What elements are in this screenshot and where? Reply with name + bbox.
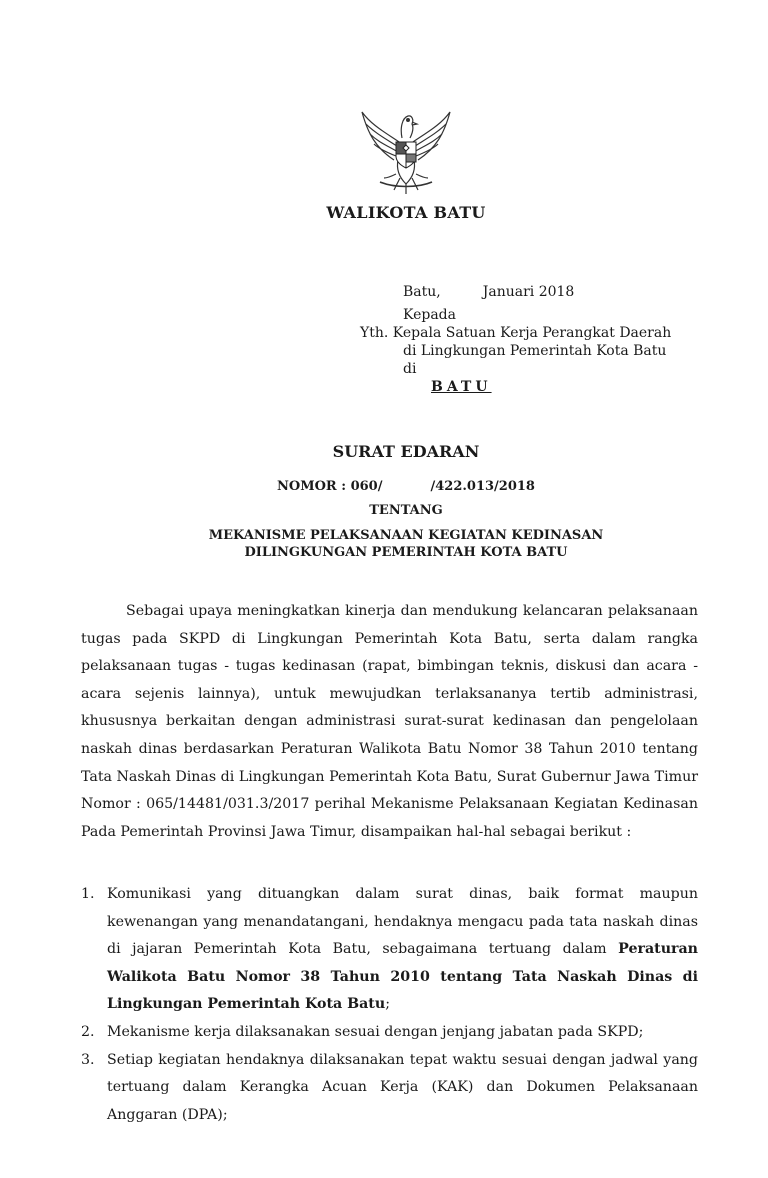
points-list	[81, 881, 698, 1129]
recipient-city: BATU	[431, 379, 492, 395]
recipient-yth: Yth. Kepala Satuan Kerja Perangkat Daerah	[360, 325, 672, 341]
letter-type: SURAT EDARAN	[332, 442, 480, 461]
list-item-text: Setiap kegiatan hendaknya dilaksanakan tepat waktu sesuai dengan jadwal yang tertuang dalam Kerangka Acuan Kerja (KAK) dan Dokumen Pelaksanaan Anggaran (DPA);	[107, 1051, 698, 1123]
letter-number-suffix: /422.013/2018	[430, 479, 535, 494]
list-item	[81, 881, 698, 1019]
issuer-title: WALIKOTA BATU	[326, 203, 486, 222]
letter-subject-line1: MEKANISME PELAKSANAAN KEGIATAN KEDINASAN	[208, 528, 604, 543]
letter-number	[0, 479, 768, 494]
recipient-di: di	[403, 361, 417, 377]
letter-number-prefix: NOMOR : 060/	[277, 479, 383, 494]
recipient-kepada: Kepada	[403, 307, 456, 323]
list-item	[81, 1019, 698, 1047]
intro-paragraph: Sebagai upaya meningkatkan kinerja dan mendukung kelancaran pelaksanaan tugas pada SKPD di Lingkungan Pemerintah Kota Batu, serta dalam rangka pelaksanaan tugas - tugas kedinasan (rapat, bimbingan teknis, diskusi dan acara - acara sejenis lainnya), untuk mewujudkan terlaksananya tertib administrasi, khususnya berkaitan dengan administrasi surat-surat kedinasan dan pengelolaan naskah dinas berdasarkan Peraturan Walikota Batu Nomor 38 Tahun 2010 tentang Tata Naskah Dinas di Lingkungan Pemerintah Kota Batu, Surat Gubernur Jawa Timur Nomor : 065/14481/031.3/2017 perihal Mekanisme Pelaksanaan Kegiatan Kedinasan Pada Pemerintah Provinsi Jawa Timur, disampaikan hal-hal sebagai berikut :	[81, 603, 698, 840]
list-item-number: 2.	[81, 1023, 95, 1040]
list-item-text: Komunikasi yang dituangkan dalam surat dinas, baik format maupun kewenangan yang menandatangani, hendaknya mengacu pada tata naskah dinas di jajaran Pemerintah Kota Batu, sebagaimana tertuang dalam	[107, 886, 698, 958]
recipient-line2: di Lingkungan Pemerintah Kota Batu	[403, 343, 667, 359]
date-place: Batu,	[403, 284, 441, 300]
garuda-emblem-icon	[358, 104, 454, 196]
list-item	[81, 1047, 698, 1130]
letter-tentang: TENTANG	[369, 503, 443, 518]
list-item-number: 1.	[81, 886, 95, 902]
date-line	[403, 282, 574, 302]
letter-subject-line2: DILINGKUNGAN PEMERINTAH KOTA BATU	[244, 545, 568, 560]
list-item-text: Mekanisme kerja dilaksanakan sesuai dengan jenjang jabatan pada SKPD;	[107, 1023, 644, 1040]
date-month-year: Januari 2018	[482, 284, 575, 300]
list-item-bold-reference: Peraturan Walikota Batu Nomor 38 Tahun 2010 tentang Tata Naskah Dinas di Lingkungan Pemerintah Kota Batu	[107, 941, 698, 1013]
list-item-end: ;	[385, 996, 390, 1013]
list-item-number: 3.	[81, 1051, 95, 1068]
